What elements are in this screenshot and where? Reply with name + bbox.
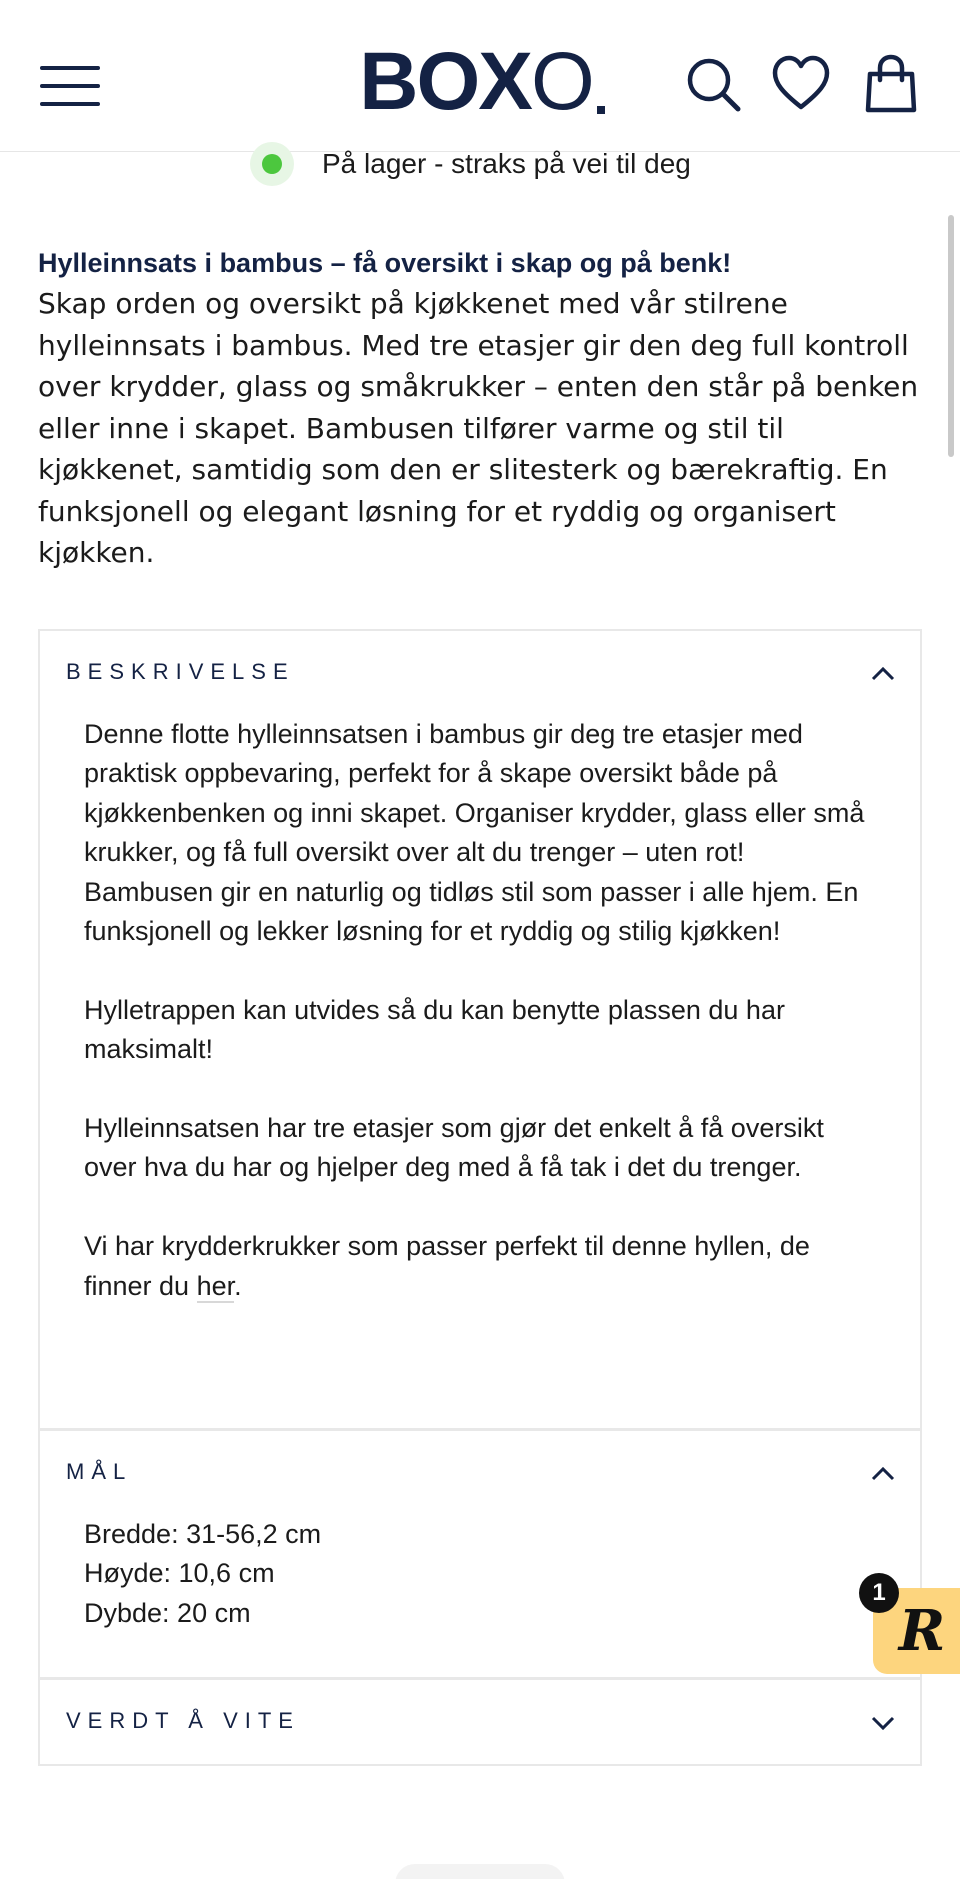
chevron-up-icon	[868, 659, 898, 689]
scrollbar-thumb[interactable]	[948, 215, 954, 457]
shopping-bag-icon[interactable]	[862, 54, 920, 114]
logo-light-text: O	[530, 36, 593, 127]
accordion-dimensions-header[interactable]	[40, 1431, 920, 1515]
description-link-suffix: .	[234, 1270, 242, 1301]
in-stock-indicator-icon	[250, 142, 294, 186]
accordion-title: BESKRIVELSE	[66, 659, 295, 684]
accordion-description-body	[40, 715, 920, 1306]
accordion-title: MÅL	[66, 1459, 133, 1484]
site-header	[0, 0, 960, 152]
accordion-description-header[interactable]	[40, 631, 920, 715]
reviews-logo-icon: R	[898, 1598, 946, 1664]
heart-icon[interactable]	[772, 54, 830, 114]
description-paragraph: Hylletrappen kan utvides så du kan benytte plassen du har maksimalt!	[84, 994, 785, 1065]
description-link-prefix: Vi har krydderkrukker som passer perfekt til denne hyllen, de finner du	[84, 1231, 810, 1301]
chevron-down-icon	[868, 1708, 898, 1738]
product-intro	[38, 243, 928, 574]
logo-dot	[597, 106, 605, 114]
in-stock-dot	[262, 154, 282, 174]
description-paragraph: Denne flotte hylleinnsatsen i bambus gir deg tre etasjer med praktisk oppbevaring, perfekt for å skape oversikt både på kjøkkenbenken og inni skapet. Organiser krydder, glass eller små krukker, og få full oversikt over alt du trenger – uten rot! Bambusen gir en naturlig og tidløs stil som passer i alle hjem. En funksjonell og lekker løsning for et ryddig og stilig kjøkken!	[84, 719, 865, 947]
boxo-logo[interactable]	[352, 36, 612, 127]
dimension-height: Høyde: 10,6 cm	[84, 1558, 275, 1589]
description-paragraph: Hylleinnsatsen har tre etasjer som gjør det enkelt å få oversikt over hva du har og hjelper deg med å få tak i det du trenger.	[84, 1113, 824, 1183]
dimension-depth: Dybde: 20 cm	[84, 1597, 251, 1628]
accordion-title: VERDT Å VITE	[66, 1708, 300, 1733]
stock-status-text: På lager - straks på vei til deg	[322, 148, 691, 179]
search-icon[interactable]	[685, 54, 743, 114]
bottom-floating-pill[interactable]	[395, 1864, 565, 1879]
intro-body: Skap orden og oversikt på kjøkkenet med vår stilrene hylleinnsats i bambus. Med tre etasjer gir den deg full kontroll over krydder, glass og småkrukker – enten den står på benken eller inne i skapet. Bambusen tilfører varme og stil til kjøkkenet, samtidig som den er slitesterk og bærekraftig. En funksjonell og elegant løsning for et ryddig og organisert kjøkken.	[38, 287, 919, 569]
dimension-width: Bredde: 31-56,2 cm	[84, 1519, 322, 1549]
accordion-dimensions-body	[40, 1515, 920, 1633]
spice-jars-link[interactable]: her	[196, 1270, 235, 1301]
accordion-description	[38, 629, 922, 1430]
accordion-good-to-know	[38, 1678, 922, 1766]
accordion-dimensions	[38, 1429, 922, 1679]
stock-status	[250, 142, 691, 186]
reviews-count-badge: 1	[859, 1573, 899, 1613]
hamburger-menu-icon[interactable]	[40, 60, 100, 108]
description-paragraph	[84, 1227, 880, 1306]
chevron-up-icon	[868, 1459, 898, 1489]
logo-bold-text: BOX	[359, 36, 531, 127]
intro-title: Hylleinnsats i bambus – få oversikt i skap og på benk!	[38, 248, 732, 278]
accordion-good-to-know-header[interactable]	[40, 1680, 920, 1764]
